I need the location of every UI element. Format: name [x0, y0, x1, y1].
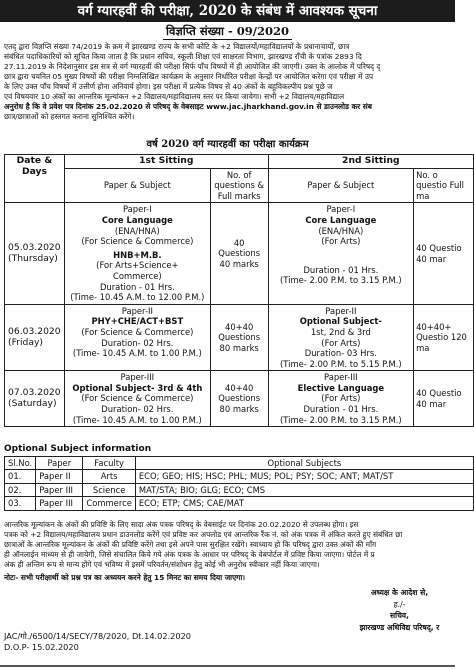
date-of-publication: D.O.P- 15.02.2020	[4, 642, 79, 652]
intro-paragraph	[4, 42, 455, 153]
table-row	[5, 304, 474, 371]
paper-subject-cell: Paper-III Optional Subject- 3rd & 4th (For Science & Commerce) Duration- 02 Hrs. (Time- 10.45 A.M. to 1.00 P.M.)	[64, 371, 210, 427]
table-row: 02. Paper III Science MAT/STA; BIO; GLG; ECO; CMS	[5, 483, 474, 496]
questions-marks-header: No. o questio Full ma	[414, 168, 474, 203]
paragraph-line: ही ऑनलाईन माध्यम से ही जायेगी, जिसे संचालित किये गये अंक पत्रक के आधार पर परिषद् के वेबपोर्टल में प्रविष्ट किया जाएगा। पोर्टल में प्र	[4, 550, 375, 559]
reference-number: JAC/गो./6500/14/SECY/78/2020, Dt.14.02.2020	[4, 631, 191, 641]
paper-subject-cell: Paper-II Optional Subject- 1st, 2nd & 3rd (For Arts) Duration- 03 Hrs. (Time- 2.00 P.M. to 5.15 P.M.)	[268, 304, 413, 371]
paragraph-line: अंक ही अन्तिम रूप से मान्य होंगे एवं भविष्य में इसमें परिवर्तन/संशोधन हेतु कोई भी अनुरोध स्वीकार नहीं किया जाएगा।	[4, 560, 320, 569]
paragraph-line: छात्राओं के आन्तरिक मूल्यांकन के अंकों की प्रविष्टि करेंगे तथा इसे अपने पास सुरक्षित रखेंगे। स्वाध्याय हो कि परिषद् द्वारा उक्त अंकों की माँग	[4, 540, 377, 549]
paper-subject-cell: Paper-I Core Language (ENA/HNA) (For Arts) Duration - 01 Hrs. (Time- 2.00 P.M. to 3.15 P.M.)	[268, 203, 413, 304]
intro-line: छात्र/छात्राओं को हस्तगत कराना सुनिश्चित करेंगे।	[4, 112, 135, 121]
intro-line: एतद् द्वारा विज्ञप्ति संख्या 74/2019 के क्रम में झारखण्ड राज्य के सभी कोटि के +2 विद्यालयों/महाविद्यालयों के प्रधानाचार्यों, छात्र	[4, 42, 350, 51]
schedule-heading: वर्ष 2020 वर्ग ग्यारहवीं का परीक्षा कार्यक्रम	[146, 139, 309, 150]
questions-cell: 40+40 Questions 80 marks	[210, 371, 268, 427]
date-cell: 07.03.2020 (Saturday)	[5, 371, 65, 427]
table-row: 01. Paper II Arts ECO; GEO; HIS; HSC; PHL; MUS; POL; PSY; SOC; ANT; MAT/ST	[5, 470, 474, 483]
note-line: नोटः- सभी परीक्षार्थी को प्रश्न पत्र का अध्ययन करने हेतु 15 मिनट का समय दिया जाएगा।	[4, 573, 246, 582]
date-cell: 05.03.2020 (Thursday)	[5, 203, 65, 304]
internal-assessment-paragraph	[4, 520, 455, 583]
table-row: 03. Paper III Commerce ECO; ETP; CMS; CAE/MAT	[5, 497, 474, 510]
questions-cell: 40 Questions 40 marks	[210, 203, 268, 304]
column-header: Faculty	[83, 457, 135, 470]
second-sitting-header: 2nd Sitting	[268, 155, 473, 169]
paper-subject-header: Paper & Subject	[64, 168, 210, 203]
notice-number: विज्ञप्ति संख्या - 09/2020	[0, 24, 455, 40]
notice-title: वर्ग ग्यारहवीं की परीक्षा, 2020 के संबंध में आवश्यक सूचना	[0, 0, 455, 22]
paper-subject-cell: Paper-III Elective Language (For Arts) Duration - 01 Hrs. (Time- 2.00 P.M. to 3.15 P.M.)	[268, 371, 413, 427]
exam-schedule-table	[4, 154, 474, 427]
questions-marks-header: No. of questions & Full marks	[210, 168, 268, 203]
questions-cell: 40 Questio 40 mar	[414, 203, 474, 304]
signature-block: अध्यक्ष के आदेश से, ह./- सचिव, झारखण्ड अधिविद्य परिषद्, र	[359, 588, 440, 632]
date-cell: 06.03.2020 (Friday)	[5, 304, 65, 371]
intro-line: एवं विषयवार 10 अंकों का आन्तरिक मूल्यांकन +2 विद्यालय/महाविद्यालय स्तर पर किया जायेगा। सभी +2 विद्यालय/महाविद्याल	[4, 92, 345, 101]
column-header: Sl.No.	[5, 457, 36, 470]
questions-cell: 40 Questio 40 mar	[414, 371, 474, 427]
table-row	[5, 203, 474, 304]
questions-cell: 40+40+ Questio 120 ma	[414, 304, 474, 371]
column-header: Paper	[36, 457, 83, 470]
intro-line: अनुरोध है कि वे प्रवेश पत्र दिनांक 25.02.2020 से परिषद् के वेबसाइट www.jac.jharkhand.gov.in से डाउनलोड कर संब	[4, 102, 372, 111]
paragraph-line: पत्रक को +2 विद्यालय/महाविद्यालय प्रधान डाउनलोड करेंगे एवं प्रविष्ट कर अपलोड एवं आन्तरिक रैंक नं. को अंक पत्रक में अंकित करते हुए संबंधित छा	[4, 530, 403, 539]
intro-line: के लिए उक्त पाँच विषयों में उत्तीर्ण होना अनिवार्य होगा। इस परीक्षा में प्रत्येक विषय से 40 अंकों के बहुविकल्पीय प्रश्न पूछे ज	[4, 82, 333, 91]
intro-line: छात्र द्वारा चयनित 05 मुख्य विषयों की परीक्षा निम्नलिखित कार्यक्रम के अनुसार निर्धारित परीक्षा केन्द्रों पर आयोजित करेगा एवं परीक्षा में उप	[4, 72, 374, 81]
paper-subject-cell: Paper-I Core Language (ENA/HNA) (For Science & Commerce) HNB+M.B. (For Arts+Science+ Commerce) Duration - 01 Hrs. (Time- 10.45 A.M. to 12.00 P.M.)	[64, 203, 210, 304]
table-row	[5, 371, 474, 427]
reference-block	[4, 631, 191, 653]
intro-line: 27.11.2019 के निदेशानुसार इस सत्र से वर्ग ग्यारहवीं की परीक्षा सिर्फ पाँच विषयों में ही आयोजित की जाएगी। उक्त के आलोक में परिषद् द्	[4, 62, 381, 71]
paper-subject-header: Paper & Subject	[268, 168, 413, 203]
paragraph-line: आन्तरिक मूल्यांकन के अंकों की प्रविष्टि के लिए सादा अंक पत्रक परिषद् के वेबसाईट पर दिनांक 20.02.2020 से उपलब्ध होगा। इस	[4, 520, 359, 529]
date-days-header: Date & Days	[5, 155, 65, 203]
column-header: Optional Subjects	[135, 457, 473, 470]
first-sitting-header: 1st Sitting	[64, 155, 268, 169]
optional-subject-table	[4, 456, 474, 511]
optional-subject-heading: Optional Subject information	[4, 444, 152, 454]
bottom-divider	[0, 665, 455, 667]
intro-line: संबंधित पदाधिकारियों को सूचित किया जाता है कि प्रधान सचिव, स्कूली शिक्षा एवं साक्षरता विभाग, झारखण्ड राँची के पत्रांक 2893 दि	[4, 52, 362, 61]
questions-cell: 40+40 Questions 80 marks	[210, 304, 268, 371]
paper-subject-cell: Paper-II PHY+CHE/ACT+BST (For Science & Commerce) Duration- 02 Hrs. (Time- 10.45 A.M. to 1.00 P.M.)	[64, 304, 210, 371]
